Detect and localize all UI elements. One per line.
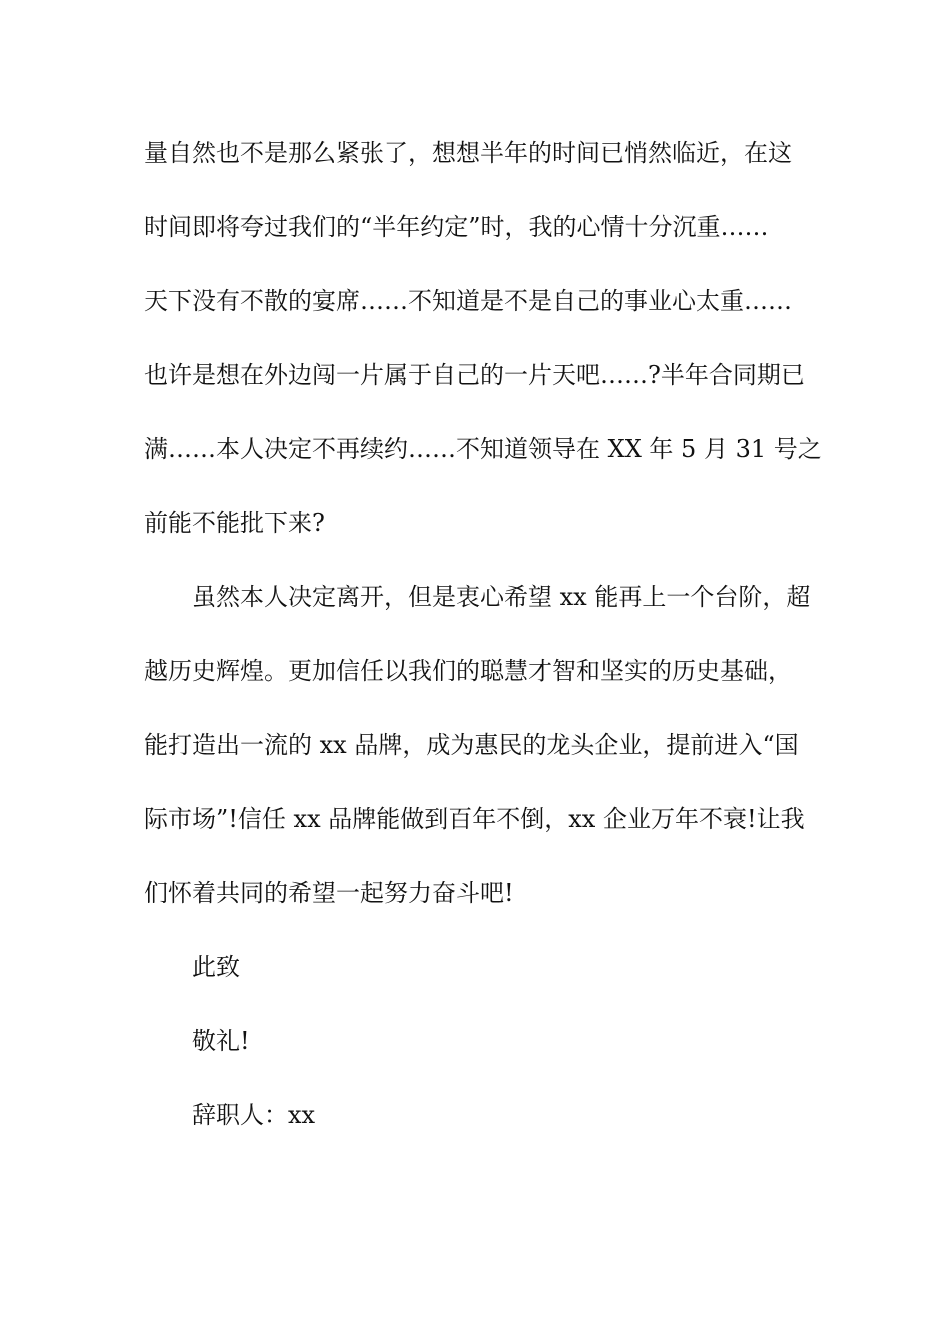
text-line: 天下没有不散的宴席……不知道是不是自己的事业心太重…… [144, 287, 792, 315]
signature-line: 辞职人：xx [192, 1101, 316, 1129]
text-line: 时间即将夸过我们的“半年约定”时，我的心情十分沉重…… [144, 213, 769, 241]
text-line: 量自然也不是那么紧张了，想想半年的时间已悄然临近，在这 [144, 139, 792, 167]
closing-salutation: 此致 [192, 953, 240, 981]
text-line: 虽然本人决定离开，但是衷心希望 xx 能再上一个台阶，超 [192, 583, 811, 611]
text-line: 前能不能批下来? [144, 509, 325, 537]
text-line: 越历史辉煌。更加信任以我们的聪慧才智和坚实的历史基础， [144, 657, 792, 685]
text-line: 们怀着共同的希望一起努力奋斗吧! [144, 879, 514, 907]
text-line: 际市场”!信任 xx 品牌能做到百年不倒，xx 企业万年不衰!让我 [144, 805, 805, 833]
letter-body [144, 130, 822, 1166]
text-line: 也许是想在外边闯一片属于自己的一片天吧……?半年合同期已 [144, 361, 805, 389]
text-line: 满……本人决定不再续约……不知道领导在 XX 年 5 月 31 号之 [144, 435, 822, 463]
closing-regards: 敬礼! [192, 1027, 250, 1055]
text-line: 能打造出一流的 xx 品牌，成为惠民的龙头企业，提前进入“国 [144, 731, 799, 759]
